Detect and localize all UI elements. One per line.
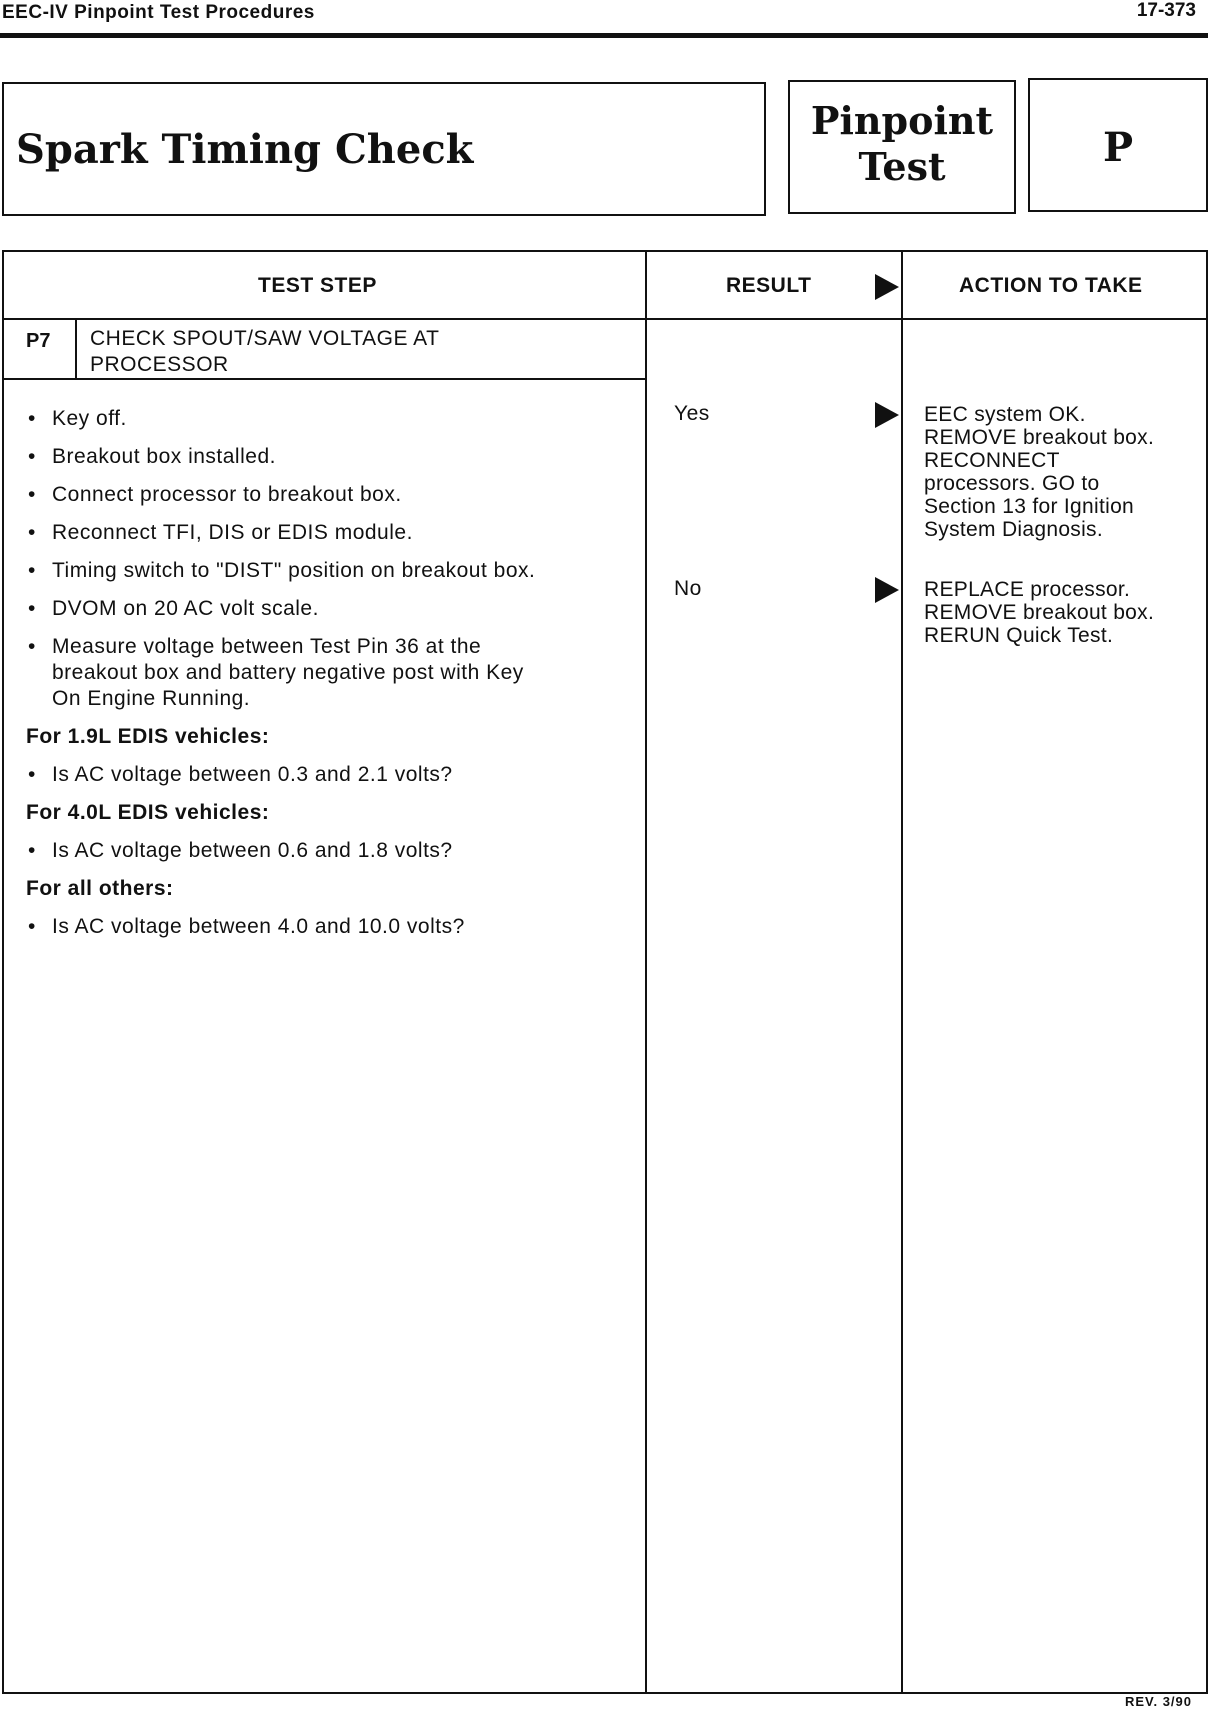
- page-title: Spark Timing Check: [16, 126, 474, 173]
- list-item: • Connect processor to breakout box.: [28, 483, 402, 506]
- list-item: • Timing switch to "DIST" position on breakout box.: [28, 559, 536, 582]
- list-item: • DVOM on 20 AC volt scale.: [28, 597, 319, 620]
- action-yes: EEC system OK. REMOVE breakout box. RECONNECT processors. GO to Section 13 for Ignition System Diagnosis.: [924, 403, 1155, 541]
- test-letter: P: [1102, 124, 1134, 171]
- column-header-result: RESULT: [726, 274, 812, 297]
- step-id-cell: [4, 320, 77, 378]
- list-item: • Key off.: [28, 407, 127, 430]
- column-divider: [901, 252, 903, 1692]
- page-number: 17-373: [1136, 0, 1196, 21]
- list-item: • Is AC voltage between 4.0 and 10.0 volts?: [28, 915, 465, 938]
- step-title: [90, 326, 610, 378]
- result-yes: Yes: [674, 402, 710, 425]
- list-item: • Is AC voltage between 0.3 and 2.1 volts?: [28, 763, 453, 786]
- column-divider: [645, 252, 647, 1692]
- step-instructions: [26, 406, 636, 952]
- result-no: No: [674, 577, 702, 600]
- pinpoint-label: Pinpoint: [810, 98, 994, 143]
- running-header-title: EEC-IV Pinpoint Test Procedures: [2, 2, 315, 23]
- revision-label: REV. 3/90: [1124, 1694, 1192, 1709]
- arrow-right-icon: [875, 402, 899, 428]
- test-label: Test: [858, 144, 946, 189]
- arrow-right-icon: [875, 274, 899, 300]
- header-rule: [0, 33, 1208, 38]
- step-heading: [4, 320, 645, 380]
- step-title-line: CHECK SPOUT/SAW VOLTAGE AT: [90, 327, 440, 350]
- arrow-right-icon: [875, 577, 899, 603]
- step-title-line: PROCESSOR: [90, 353, 229, 376]
- vehicle-subheading: For all others:: [26, 877, 174, 900]
- column-header-test-step: TEST STEP: [258, 274, 377, 297]
- list-item: • Measure voltage between Test Pin 36 at the breakout box and battery negative post with Key On Engine Running.: [28, 635, 524, 710]
- step-id: P7: [26, 330, 51, 352]
- title-box: [2, 82, 766, 216]
- pinpoint-test-box: [788, 80, 1016, 214]
- list-item: • Is AC voltage between 0.6 and 1.8 volts?: [28, 839, 453, 862]
- test-letter-box: [1028, 78, 1208, 212]
- action-no: REPLACE processor. REMOVE breakout box. RERUN Quick Test.: [924, 578, 1155, 647]
- list-item: • Reconnect TFI, DIS or EDIS module.: [28, 521, 413, 544]
- column-header-action: ACTION TO TAKE: [959, 274, 1143, 297]
- vehicle-subheading: For 1.9L EDIS vehicles:: [26, 725, 270, 748]
- test-procedure-table: [2, 250, 1208, 1694]
- list-item: • Breakout box installed.: [28, 445, 276, 468]
- vehicle-subheading: For 4.0L EDIS vehicles:: [26, 801, 270, 824]
